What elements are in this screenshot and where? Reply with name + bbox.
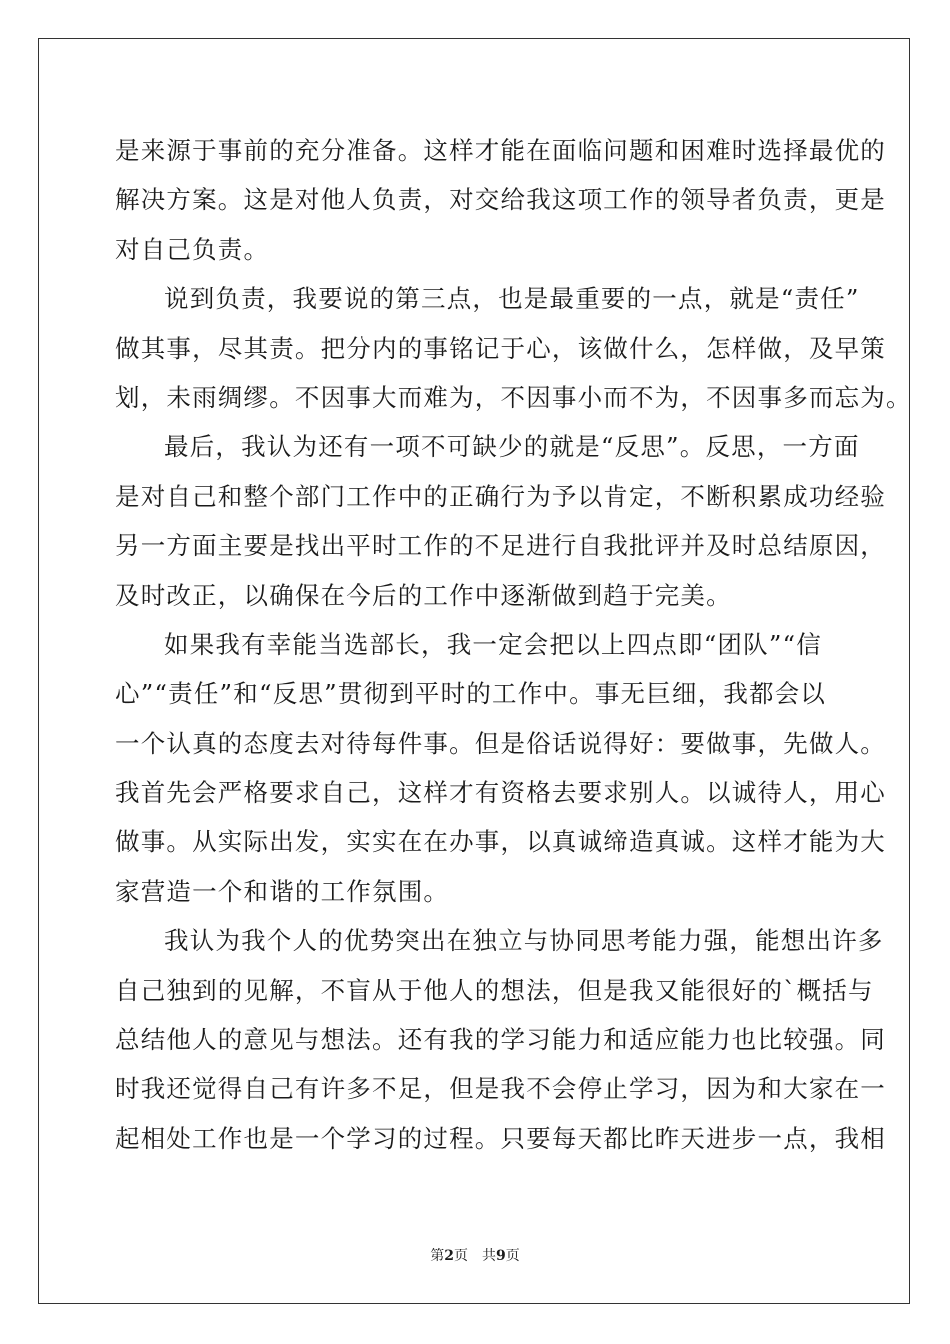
- text-line: 是来源于事前的充分准备。这样才能在面临问题和困难时选择最优的: [115, 136, 886, 165]
- page-number-suffix: 页: [454, 1248, 468, 1264]
- text-line: 时我还觉得自己有许多不足，但是我不会停止学习，因为和大家在一: [115, 1074, 886, 1104]
- text-line: 解决方案。这是对他人负责，对交给我这项工作的领导者负责，更是: [115, 185, 886, 215]
- text-line: 另一方面主要是找出平时工作的不足进行自我批评并及时总结原因，: [115, 531, 886, 561]
- text-line: 家营造一个和谐的工作氛围。: [115, 876, 450, 906]
- document-body: [115, 126, 912, 1163]
- page-footer: [0, 1246, 950, 1266]
- text-line: 做其事，尽其责。把分内的事铭记于心，该做什么，怎样做，及早策: [115, 333, 886, 363]
- text-line: 做事。从实际出发，实实在在办事，以真诚缔造真诚。这样才能为大: [115, 827, 886, 857]
- text-line: 心”“责任”和“反思”贯彻到平时的工作中。事无巨细，我都会以: [115, 679, 827, 709]
- text-line: 划，未雨绸缪。不因事大而难为，不因事小而不为，不因事多而忘为。: [115, 382, 912, 412]
- text-line: 一个认真的态度去对待每件事。但是俗话说得好：要做事，先做人。: [115, 728, 886, 758]
- page-number-prefix: 第: [430, 1248, 445, 1264]
- text-line: 对自己负责。: [115, 234, 270, 264]
- text-line: 总结他人的意见与想法。还有我的学习能力和适应能力也比较强。同: [115, 1025, 886, 1055]
- text-line: 我首先会严格要求自己，这样才有资格去要求别人。以诚待人，用心: [115, 778, 886, 808]
- total-pages-prefix: 共: [482, 1248, 496, 1264]
- paragraph-first-line: 说到负责，我要说的第三点，也是最重要的一点，就是“责任”: [164, 284, 860, 314]
- text-line: 起相处工作也是一个学习的过程。只要每天都比昨天进步一点，我相: [115, 1123, 886, 1153]
- paragraph-first-line: 如果我有幸能当选部长，我一定会把以上四点即“团队”“信: [164, 629, 822, 659]
- text-line: 是对自己和整个部门工作中的正确行为予以肯定，不断积累成功经验: [115, 481, 886, 511]
- paragraph-first-line: 最后，我认为还有一项不可缺少的就是“反思”。反思，一方面: [164, 432, 860, 462]
- text-line: 及时改正，以确保在今后的工作中逐渐做到趋于完美。: [115, 580, 732, 610]
- total-page-count: 9: [496, 1248, 506, 1264]
- paragraph-first-line: 我认为我个人的优势突出在独立与协同思考能力强，能想出许多: [164, 926, 884, 956]
- text-line: 自己独到的见解，不盲从于他人的想法，但是我又能很好的`概括与: [115, 975, 874, 1005]
- total-pages-suffix: 页: [505, 1248, 520, 1264]
- current-page-number: 2: [444, 1248, 454, 1264]
